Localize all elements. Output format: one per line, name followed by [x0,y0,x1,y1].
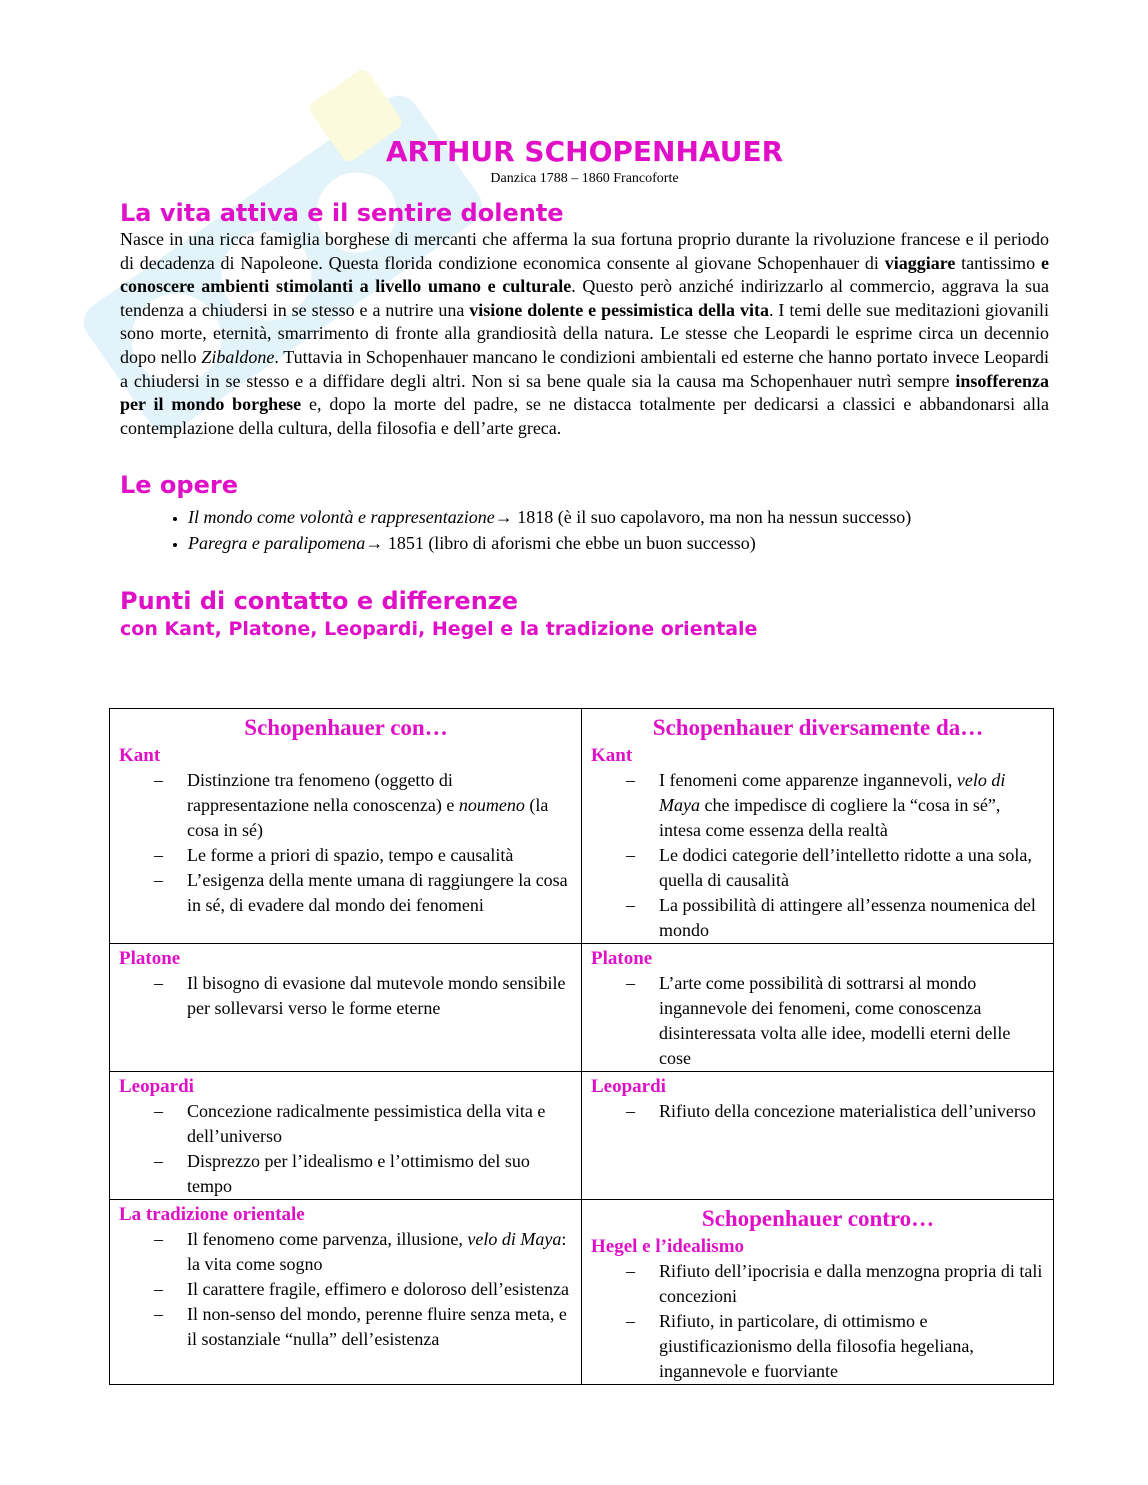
dash-list [591,1099,1045,1124]
list-item [119,1149,573,1199]
list-item [119,768,573,843]
list-item [188,504,1049,530]
bold-text: viaggiare [884,252,956,273]
dash-list [119,1227,573,1352]
paragraph-vita [120,228,1049,440]
text-run: L’arte come possibilità di sottrarsi al mondo ingannevole dei fenomeni, come conoscenza disinteressata volta alle idee, modelli eterni delle cose [659,973,1011,1068]
work-title: Paregra e paralipomena [188,533,366,554]
list-item [119,1099,573,1149]
text-run: Concezione radicalmente pessimistica della vita e dell’universo [187,1101,546,1146]
list-item [119,1277,573,1302]
document-subtitle: Danzica 1788 – 1860 Francoforte [490,171,679,186]
text-run: I fenomeni come apparenze ingannevoli, [659,770,957,790]
column-header-similar: Schopenhauer con… [244,715,448,740]
cell-title: Platone [591,948,653,969]
cell-leopardi-similar [110,1072,582,1200]
text-run: Il non-senso del mondo, perenne fluire senza meta, e il sostanziale “nulla” dell’esistenza [187,1304,567,1349]
list-item [591,768,1045,843]
text-run: Rifiuto, in particolare, di ottimismo e giustificazionismo della filosofia hegeliana, ingannevole e fuorviante [659,1311,974,1381]
text-run: . Tuttavia in Schopenhauer mancano le condizioni ambientali ed esterne che hanno portato invece Leopardi a chiudersi in se stesso e a diffidare degli altri. Non si sa bene quale sia la causa ma Schopenhauer nutrì sempre [120,346,1049,391]
table-row [110,709,1054,944]
text-run: e, dopo la morte del padre, se ne distacca totalmente per dedicarsi a classici e abbandonarsi alla contemplazione della cultura, della filosofia e dell’arte greca. [120,394,1049,438]
italic-text: noumeno [458,795,525,815]
cell-oriente-similar [110,1200,582,1385]
text-run: che impedisce di cogliere la “cosa in sé”, intesa come essenza della realtà [659,795,1001,840]
section-heading-opere: Le opere [120,471,238,500]
table-row [110,1072,1054,1200]
text-run: L’esigenza della mente umana di raggiungere la cosa in sé, di evadere dal mondo dei fenomeni [187,870,568,915]
cell-title: Leopardi [119,1076,194,1097]
list-item [119,868,573,918]
italic-text: velo di Maya [659,770,1006,815]
italic-text: Zibaldone [201,346,275,367]
text-run: Nasce in una ricca famiglia borghese di mercanti che afferma la sua fortuna proprio durante la rivoluzione francese e il periodo di decadenza di Napoleone. Questa florida condizione economica consente al giovane Schopenhauer di [120,229,1049,273]
list-item [119,1302,573,1352]
text-run: tantissimo [955,252,1041,273]
text-run: La possibilità di attingere all’essenza noumenica del mondo [659,895,1036,940]
list-item [591,893,1045,943]
list-item [119,1227,573,1277]
cell-leopardi-different [582,1072,1054,1200]
work-title: Il mondo come volontà e rappresentazione [188,507,495,528]
dash-list [591,971,1045,1071]
dash-list [591,1259,1045,1384]
text-run: Il fenomeno come parvenza, illusione, [187,1229,468,1249]
cell-platone-similar [110,944,582,1072]
comparison-table [109,708,1054,1385]
cell-platone-different [582,944,1054,1072]
cell-title: Leopardi [591,1076,666,1097]
cell-hegel-contro [582,1200,1054,1385]
text-run: . Questo però anziché indirizzarlo al commercio, aggrava la sua tendenza a chiudersi in se stesso e a nutrire una [120,276,1049,320]
section-heading-confronti: Punti di contatto e differenze [120,587,519,616]
text-run: Le forme a priori di spazio, tempo e causalità [187,845,514,865]
text-run: Le dodici categorie dell’intelletto ridotte a una sola, quella di causalità [659,845,1032,890]
text-run: Disprezzo per l’idealismo e l’ottimismo del suo tempo [187,1151,530,1196]
cell-title: Kant [591,745,633,766]
section-heading-vita: La vita attiva e il sentire dolente [120,199,564,227]
cell-kant-different [582,709,1054,944]
column-header-different: Schopenhauer diversamente da… [652,715,984,740]
list-item [119,843,573,868]
text-run: (la cosa in sé) [187,795,549,840]
text-run: Rifiuto della concezione materialistica dell’universo [659,1101,1036,1121]
italic-text: velo di Maya [467,1229,562,1249]
dash-list [119,768,573,918]
work-detail: → 1818 (è il suo capolavoro, ma non ha nessun successo) [494,507,912,528]
text-run: . I temi delle sue meditazioni giovanili sono morte, eternità, smarrimento di fronte alla grandiosità della natura. Le stesse che Leopardi le esprime circa un decennio dopo nello [120,299,1050,367]
works-list [120,504,1049,556]
column-header-contro: Schopenhauer contro… [701,1206,935,1231]
cell-title: Hegel e l’idealismo [591,1236,745,1257]
text-run: Il bisogno di evasione dal mutevole mondo sensibile per sollevarsi verso le forme eterne [187,973,566,1018]
cell-title: La tradizione orientale [119,1204,305,1225]
text-run: Distinzione tra fenomeno (oggetto di rappresentazione nella conoscenza) e [187,770,459,815]
list-item [591,843,1045,893]
work-detail: → 1851 (libro di aforismi che ebbe un buon successo) [365,533,756,554]
dash-list [119,1099,573,1199]
bold-text: insofferenza per il mondo borghese [120,370,1049,415]
cell-kant-similar [110,709,582,944]
list-item [591,1309,1045,1384]
list-item [591,971,1045,1071]
text-run: : la vita come sogno [187,1229,567,1274]
text-run: Rifiuto dell’ipocrisia e dalla menzogna propria di tali concezioni [659,1261,1043,1306]
table-row [110,1200,1054,1385]
bold-text: visione dolente e pessimistica della vita [469,299,769,320]
document-page [120,134,1049,642]
section-subheading-confronti: con Kant, Platone, Leopardi, Hegel e la tradizione orientale [120,618,758,641]
table-row [110,944,1054,1072]
list-item [188,530,1049,556]
list-item [591,1259,1045,1309]
dash-list [591,768,1045,943]
document-title: ARTHUR SCHOPENHAUER [385,135,784,168]
bold-text: e conoscere ambienti stimolanti a livello umano e culturale [120,252,1049,297]
cell-title: Platone [119,948,181,969]
list-item [119,971,573,1021]
list-item [591,1099,1045,1124]
cell-title: Kant [119,745,161,766]
text-run: Il carattere fragile, effimero e doloroso dell’esistenza [187,1279,569,1299]
dash-list [119,971,573,1021]
